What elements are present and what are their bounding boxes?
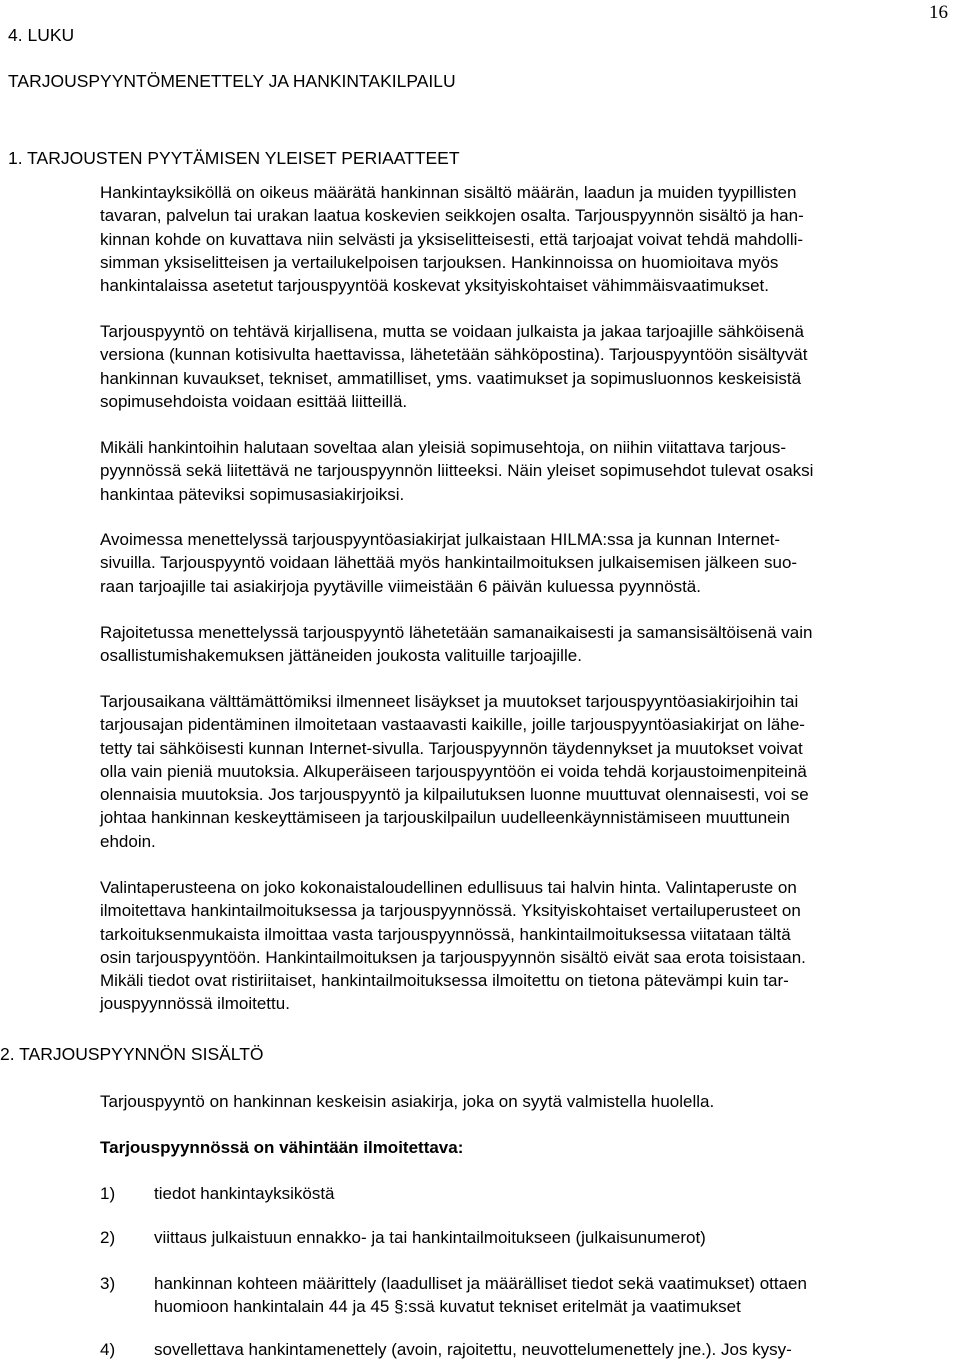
text-line: olennaisia muutoksia. Jos tarjouspyyntö ja kilpailutuksen luonne muuttuvat olennaisesti, voi se <box>100 785 809 805</box>
text-line: hankintalaissa asetetut tarjouspyyntöä koskevat yksityiskohtaiset vähimmäisvaatimukset. <box>100 276 769 296</box>
text-line: tavaran, palvelun tai urakan laatua koskevien seikkojen osalta. Tarjouspyynnön sisältö ja han- <box>100 206 804 226</box>
text-line: tetty tai sähköisesti kunnan Internet-sivulla. Tarjouspyynnön täydennykset ja muutokset voivat <box>100 738 803 758</box>
text-line: huomioon hankintalain 44 ja 45 §:ssä kuvatut tekniset eritelmät ja vaatimukset <box>154 1297 741 1317</box>
section-2-heading: 2. TARJOUSPYYNNÖN SISÄLTÖ <box>0 1044 264 1064</box>
paragraph <box>100 690 948 853</box>
text-line: ilmoitettava hankintailmoituksessa ja tarjouspyynnössä. Yksityiskohtaiset vertailuperusteet on <box>100 901 801 921</box>
text-line: sivuilla. Tarjouspyyntö voidaan lähettää myös hankintailmoituksen julkaisemisen jälkeen suo- <box>100 553 798 573</box>
text-line: pyynnössä sekä liitettävä ne tarjouspyynnön liitteeksi. Näin yleiset sopimusehdot tulevat osaksi <box>100 461 814 481</box>
text-line: sopimusehdoista voidaan esittää liitteillä. <box>100 391 408 411</box>
text-line: hankinnan kohteen määrittely (laadulliset ja määrälliset tiedot sekä vaatimukset) ottaen <box>154 1274 807 1293</box>
text-line: hankintaa päteviksi sopimusasiakirjoiksi. <box>100 484 405 504</box>
chapter-title: TARJOUSPYYNTÖMENETTELY JA HANKINTAKILPAILU <box>8 71 456 91</box>
text-line: Valintaperusteena on joko kokonaistaloudellinen edullisuus tai halvin hinta. Valintaperuste on <box>100 878 797 897</box>
text-line: Mikäli tiedot ovat ristiriitaiset, hankintailmoituksessa ilmoitettu on tietona pätevämpi kuin tar- <box>100 971 789 991</box>
text-line: Tarjouspyyntö on tehtävä kirjallisena, mutta se voidaan julkaista ja jakaa tarjoajille sähköisenä <box>100 322 805 341</box>
list-item <box>100 1272 948 1320</box>
list-number: 3) <box>100 1274 116 1293</box>
list-number: 2) <box>100 1228 116 1247</box>
text-line: hankinnan kuvaukset, tekniset, ammatilliset, yms. vaatimukset ja sopimusluonnos keskeisistä <box>100 368 802 388</box>
list-number: 1) <box>100 1184 116 1203</box>
text-line: Tarjouspyynnössä on vähintään ilmoitettava: <box>100 1138 464 1157</box>
text-line: olla vain pieniä muutoksia. Alkuperäiseen tarjouspyyntöön ei voida tehdä korjaustoimenpiteinä <box>100 761 807 781</box>
list-item <box>100 1182 948 1206</box>
text-line: tarkoituksenmukaista ilmoittaa vasta tarjouspyynnössä, hankintailmoituksessa viitataan tältä <box>100 924 791 944</box>
paragraph <box>100 1090 948 1113</box>
paragraph <box>100 621 948 668</box>
text-line: Rajoitetussa menettelyssä tarjouspyyntö lähetetään samanaikaisesti ja samansisältöisenä vain <box>100 623 813 642</box>
text-line: tarjousajan pidentäminen ilmoitetaan vastaavasti kaikille, joille tarjouspyyntöasiakirjat on lähe- <box>100 715 805 735</box>
list-item <box>100 1338 948 1362</box>
text-line: versiona (kunnan kotisivulta haettavissa, lähetetään sähköpostina). Tarjouspyyntöön sisältyvät <box>100 345 808 365</box>
chapter-label: 4. LUKU <box>8 25 75 45</box>
paragraph <box>100 320 948 413</box>
text-line: Mikäli hankintoihin halutaan soveltaa alan yleisiä sopimusehtoja, on niihin viitattava tarjous- <box>100 438 787 457</box>
section-1-heading: 1. TARJOUSTEN PYYTÄMISEN YLEISET PERIAATTEET <box>8 148 460 168</box>
text-line: simman yksiselitteisen ja vertailukelpoisen tarjouksen. Hankinnoissa on huomioitava myös <box>100 252 779 272</box>
text-line: sovellettava hankintamenettely (avoin, rajoitettu, neuvottelumenettely jne.). Jos kysy- <box>154 1340 792 1359</box>
text-line: tiedot hankintayksiköstä <box>154 1184 335 1203</box>
text-line: osallistumishakemuksen jättäneiden joukosta valituille tarjoajille. <box>100 646 582 666</box>
text-line: johtaa hankinnan keskeyttämiseen ja tarjouskilpailun uudelleenkäynnistämiseen muuttunein <box>100 808 790 828</box>
list-heading <box>100 1136 948 1159</box>
text-line: osin tarjouspyyntöön. Hankintailmoituksen ja tarjouspyynnön sisältö eivät saa erota toisistaan. <box>100 947 806 967</box>
text-line: ehdoin. <box>100 831 156 851</box>
paragraph <box>100 436 948 506</box>
paragraph <box>100 181 948 297</box>
text-line: Tarjousaikana välttämättömiksi ilmenneet lisäykset ja muutokset tarjouspyyntöasiakirjoihin tai <box>100 692 799 711</box>
text-line: raan tarjoajille tai asiakirjoja pyytäville viimeistään 6 päivän kuluessa pyynnöstä. <box>100 576 701 596</box>
list-item <box>100 1226 948 1250</box>
text-line: Avoimessa menettelyssä tarjouspyyntöasiakirjat julkaistaan HILMA:ssa ja kunnan Internet- <box>100 530 781 549</box>
text-line: Tarjouspyyntö on hankinnan keskeisin asiakirja, joka on syytä valmistella huolella. <box>100 1092 715 1111</box>
list-number: 4) <box>100 1340 116 1359</box>
text-line: jouspyynnössä ilmoitettu. <box>100 994 290 1014</box>
text-line: Hankintayksiköllä on oikeus määrätä hankinnan sisältö määrän, laadun ja muiden tyypillisten <box>100 183 797 202</box>
paragraph <box>100 528 948 598</box>
page-number: 16 <box>929 2 948 23</box>
paragraph <box>100 876 948 1016</box>
text-line: viittaus julkaistuun ennakko- ja tai hankintailmoitukseen (julkaisunumerot) <box>154 1228 706 1247</box>
text-line: kinnan kohde on kuvattava niin selvästi ja yksiselitteisesti, että tarjoajat voivat tehdä mahdolli- <box>100 229 804 249</box>
